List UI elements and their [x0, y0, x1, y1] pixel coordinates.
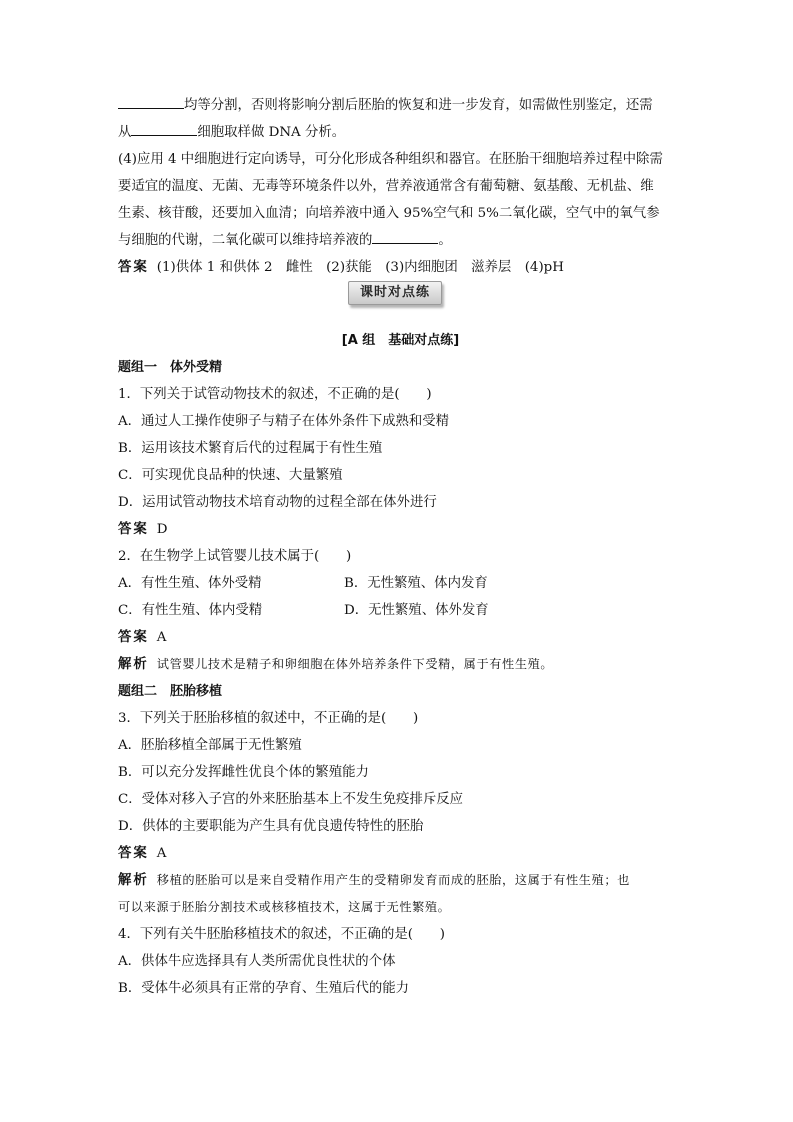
question-1-option-a: A．通过人工操作使卵子与精子在体外条件下成熟和受精: [118, 414, 450, 429]
question-3-stem: 3．下列关于胚胎移植的叙述中，不正确的是( ): [118, 711, 419, 726]
intro-line-3: (4)应用 4 中细胞进行定向诱导，可分化形成各种组织和器官。在胚胎干细胞培养过程中除需: [118, 152, 663, 167]
fill-blank[interactable]: [372, 228, 438, 244]
question-3-option-b: B．可以充分发挥雌性优良个体的繁殖能力: [118, 765, 369, 780]
question-2-answer: [118, 624, 683, 651]
intro-line-4: 要适宜的温度、无菌、无毒等环境条件以外，营养液通常含有葡萄糖、氨基酸、无机盐、维: [118, 179, 654, 194]
answer-label: 答案: [118, 259, 149, 275]
answer-label: 答案: [118, 629, 149, 645]
section-title: [A 组 基础对点练]: [341, 333, 460, 348]
analysis-label: 解析: [118, 872, 149, 888]
intro-line-5: 生素、核苷酸，还要加入血清；向培养液中通入 95%空气和 5%二氧化碳，空气中的氧气参: [118, 206, 660, 221]
question-3-option-c: C．受体对移入子宫的外来胚胎基本上不发生免疫排斥反应: [118, 792, 464, 807]
intro-answer: [118, 254, 683, 281]
answer-value: A: [156, 846, 167, 861]
group-title-2: 题组二 胚胎移植: [118, 684, 223, 699]
fill-blank[interactable]: [118, 93, 184, 109]
question-2-option-d: D．无性繁殖、体外发育: [344, 603, 489, 618]
question-4-stem: 4．下列有关牛胚胎移植技术的叙述，不正确的是( ): [118, 927, 445, 942]
question-3-option-a: A．胚胎移植全部属于无性繁殖: [118, 738, 302, 753]
answer-label: 答案: [118, 845, 149, 861]
analysis-label: 解析: [118, 656, 149, 672]
banner-container: [118, 281, 683, 311]
intro-line-2: 从 细胞取样做 DNA 分析。: [118, 119, 683, 146]
answer-value: D: [156, 522, 168, 537]
question-1-option-b: B．运用该技术繁育后代的过程属于有性生殖: [118, 441, 383, 456]
question-2-option-b: B．无性繁殖、体内发育: [344, 576, 488, 591]
question-1-option-c: C．可实现优良品种的快速、大量繁殖: [118, 468, 343, 483]
question-2-option-a: A．有性生殖、体外受精: [118, 576, 262, 591]
fill-blank[interactable]: [131, 120, 197, 136]
analysis-text: 移植的胚胎可以是来自受精作用产生的受精卵发育而成的胚胎，这属于有性生殖；也: [156, 873, 630, 887]
question-4-option-b: B．受体牛必须具有正常的孕育、生殖后代的能力: [118, 981, 410, 996]
answer-label: 答案: [118, 521, 149, 537]
intro-line-1: 均等分割，否则将影响分割后胚胎的恢复和进一步发育，如需做性别鉴定，还需: [118, 92, 683, 119]
question-3-answer: [118, 840, 683, 867]
document-page: [118, 92, 683, 1002]
question-2-option-c: C．有性生殖、体内受精: [118, 603, 263, 618]
question-3-option-d: D．供体的主要职能为产生具有优良遗传特性的胚胎: [118, 819, 424, 834]
analysis-text: 试管婴儿技术是精子和卵细胞在体外培养条件下受精，属于有性生殖。: [156, 657, 554, 671]
question-4-option-a: A．供体牛应选择具有人类所需优良性状的个体: [118, 954, 396, 969]
question-3-analysis-line-1: [118, 867, 683, 894]
answer-text: (1)供体 1 和供体 2 雌性 (2)获能 (3)内细胞团 滋养层 (4)pH: [156, 260, 564, 275]
question-3-analysis-line-2: 可以来源于胚胎分割技术或核移植技术，这属于无性繁殖。: [118, 900, 451, 914]
question-2-options-row-1: [118, 570, 683, 597]
intro-line-6: 与细胞的代谢，二氧化碳可以维持培养液的 。: [118, 227, 683, 254]
question-2-options-row-2: [118, 597, 683, 624]
section-banner: 课时对点练: [348, 281, 442, 305]
question-2-stem: 2．在生物学上试管婴儿技术属于( ): [118, 549, 352, 564]
question-1-answer: [118, 516, 683, 543]
group-title-1: 题组一 体外受精: [118, 360, 223, 375]
question-1-stem: 1．下列关于试管动物技术的叙述，不正确的是( ): [118, 387, 432, 402]
question-1-option-d: D．运用试管动物技术培育动物的过程全部在体外进行: [118, 495, 437, 510]
answer-value: A: [156, 630, 167, 645]
question-2-analysis: [118, 651, 683, 678]
